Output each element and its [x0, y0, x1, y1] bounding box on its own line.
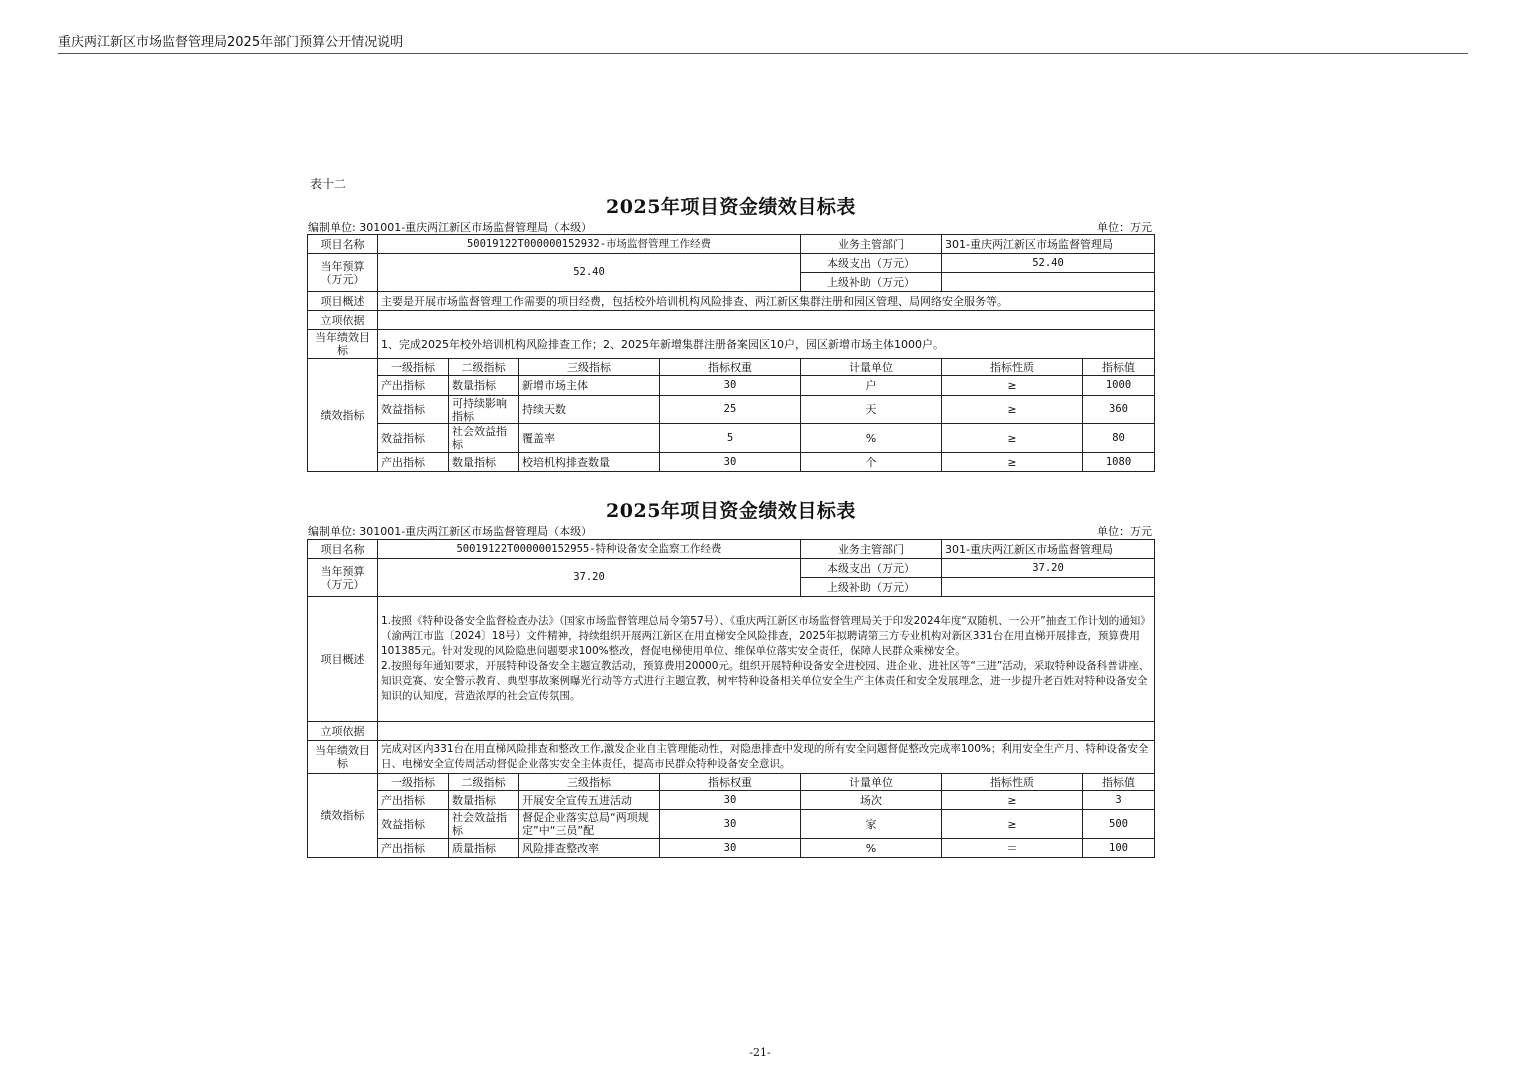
cell-nature: ≥: [942, 376, 1083, 396]
table-row: [308, 396, 1155, 424]
cell-level2: 数量指标: [449, 791, 519, 810]
unit-left: 编制单位: 301001-重庆两江新区市场监督管理局（本级）: [308, 525, 593, 538]
cell-value: 3: [1083, 791, 1155, 810]
table-row: [308, 791, 1155, 810]
header-divider: [58, 53, 1468, 54]
goal-text: 完成对区内331台在用直梯风险排查和整改工作,激发企业自主管理能动性，对隐患排查中发现的所有安全问题督促整改完成率100%；利用安全生产月、特种设备安全日、电梯安全宣传周活动督促企业落实安全主体责任，提高市民群众特种设备安全意识。: [378, 741, 1155, 774]
cell-level3: 持续天数: [519, 396, 660, 424]
cell-nature: ≥: [942, 791, 1083, 810]
self-value: 52.40: [942, 254, 1155, 273]
cell-weight: 30: [660, 810, 801, 839]
table-title: 2025年项目资金绩效目标表: [606, 500, 856, 522]
basis-text: [378, 722, 1155, 741]
col-header: 三级指标: [519, 774, 660, 791]
self-value: 37.20: [942, 559, 1155, 578]
project-name-label: 项目名称: [308, 540, 378, 559]
performance-table: [307, 234, 1155, 472]
dept-label: 业务主管部门: [801, 540, 942, 559]
cell-nature: ≥: [942, 396, 1083, 424]
col-header: 指标权重: [660, 359, 801, 376]
cell-level1: 产出指标: [378, 839, 449, 858]
table-row: [308, 810, 1155, 839]
cell-unit: 家: [801, 810, 942, 839]
budget-label: 当年预算（万元）: [308, 559, 378, 597]
overview-text: [378, 597, 1155, 722]
cell-value: 360: [1083, 396, 1155, 424]
project-name: 50019122T000000152932-市场监督管理工作经费: [378, 235, 801, 254]
cell-unit: 户: [801, 376, 942, 396]
cell-level1: 产出指标: [378, 376, 449, 396]
cell-weight: 30: [660, 791, 801, 810]
indicators-label: 绩效指标: [308, 774, 378, 858]
goal-label: 当年绩效目标: [308, 330, 378, 359]
table-row: [308, 376, 1155, 396]
superior-value: [942, 273, 1155, 292]
document-header: 重庆两江新区市场监督管理局2025年部门预算公开情况说明: [58, 35, 404, 50]
cell-weight: 30: [660, 453, 801, 472]
table-row: [308, 424, 1155, 453]
cell-unit: 个: [801, 453, 942, 472]
cell-level2: 可持续影响指标: [449, 396, 519, 424]
cell-weight: 30: [660, 839, 801, 858]
superior-label: 上级补助（万元）: [801, 578, 942, 597]
cell-level2: 质量指标: [449, 839, 519, 858]
cell-weight: 5: [660, 424, 801, 453]
table-row: [308, 453, 1155, 472]
table-title: 2025年项目资金绩效目标表: [606, 196, 856, 218]
col-header: 指标值: [1083, 359, 1155, 376]
cell-unit: 天: [801, 396, 942, 424]
cell-level1: 产出指标: [378, 791, 449, 810]
cell-level2: 数量指标: [449, 376, 519, 396]
basis-label: 立项依据: [308, 311, 378, 330]
table-tag: 表十二: [310, 177, 347, 191]
unit-right: 单位：万元: [1097, 221, 1152, 234]
cell-nature: ≥: [942, 453, 1083, 472]
col-header: 二级指标: [449, 774, 519, 791]
cell-unit: 场次: [801, 791, 942, 810]
cell-level3: 风险排查整改率: [519, 839, 660, 858]
unit-right: 单位：万元: [1097, 525, 1152, 538]
dept-value: 301-重庆两江新区市场监督管理局: [942, 540, 1155, 559]
overview-text: 主要是开展市场监督管理工作需要的项目经费，包括校外培训机构风险排查、两江新区集群注册和园区管理、局网络安全服务等。: [378, 292, 1155, 311]
cell-level1: 效益指标: [378, 396, 449, 424]
page-number: -21-: [749, 1046, 771, 1059]
overview-paragraph-1: 1.按照《特种设备安全监督检查办法》（国家市场监督管理总局令第57号）、《重庆两江新区市场监督管理局关于印发2024年度“双随机、一公开”抽查工作计划的通知》（渝两江市监〔2024〕18号）文件精神，持续组织开展两江新区在用直梯安全风险排查，2025年拟聘请第三方专业机构对新区331台在用直梯开展排查，预算费用101385元。针对发现的风险隐患问题要求100%整改，督促电梯使用单位、维保单位落实安全责任，保障人民群众乘梯安全。: [381, 615, 1151, 657]
cell-nature: ≥: [942, 424, 1083, 453]
cell-level1: 产出指标: [378, 453, 449, 472]
performance-table: [307, 539, 1155, 858]
col-header: 计量单位: [801, 774, 942, 791]
superior-value: [942, 578, 1155, 597]
budget-value: 52.40: [378, 254, 801, 292]
cell-level2: 数量指标: [449, 453, 519, 472]
cell-level3: 校培机构排查数量: [519, 453, 660, 472]
cell-unit: %: [801, 839, 942, 858]
goal-label: 当年绩效目标: [308, 741, 378, 774]
overview-label: 项目概述: [308, 292, 378, 311]
col-header: 指标性质: [942, 774, 1083, 791]
superior-label: 上级补助（万元）: [801, 273, 942, 292]
basis-text: [378, 311, 1155, 330]
col-header: 二级指标: [449, 359, 519, 376]
col-header: 一级指标: [378, 774, 449, 791]
cell-value: 100: [1083, 839, 1155, 858]
unit-left: 编制单位: 301001-重庆两江新区市场监督管理局（本级）: [308, 221, 593, 234]
cell-level3: 覆盖率: [519, 424, 660, 453]
col-header: 指标权重: [660, 774, 801, 791]
cell-level3: 督促企业落实总局“两项规定”中“三员”配: [519, 810, 660, 839]
cell-value: 80: [1083, 424, 1155, 453]
col-header: 指标值: [1083, 774, 1155, 791]
col-header: 计量单位: [801, 359, 942, 376]
project-name: 50019122T000000152955-特种设备安全监察工作经费: [378, 540, 801, 559]
self-label: 本级支出（万元）: [801, 559, 942, 578]
col-header: 指标性质: [942, 359, 1083, 376]
self-label: 本级支出（万元）: [801, 254, 942, 273]
cell-nature: ＝: [942, 839, 1083, 858]
col-header: 三级指标: [519, 359, 660, 376]
cell-nature: ≥: [942, 810, 1083, 839]
indicators-label: 绩效指标: [308, 359, 378, 472]
cell-value: 1000: [1083, 376, 1155, 396]
cell-level2: 社会效益指标: [449, 424, 519, 453]
project-name-label: 项目名称: [308, 235, 378, 254]
goal-text: 1、完成2025年校外培训机构风险排查工作；2、2025年新增集群注册备案园区10户，园区新增市场主体1000户。: [378, 330, 1155, 359]
budget-value: 37.20: [378, 559, 801, 597]
cell-weight: 30: [660, 376, 801, 396]
col-header: 一级指标: [378, 359, 449, 376]
cell-level3: 新增市场主体: [519, 376, 660, 396]
cell-level3: 开展安全宣传五进活动: [519, 791, 660, 810]
cell-value: 1080: [1083, 453, 1155, 472]
dept-value: 301-重庆两江新区市场监督管理局: [942, 235, 1155, 254]
cell-value: 500: [1083, 810, 1155, 839]
cell-unit: %: [801, 424, 942, 453]
overview-label: 项目概述: [308, 597, 378, 722]
cell-level1: 效益指标: [378, 810, 449, 839]
budget-label: 当年预算（万元）: [308, 254, 378, 292]
cell-weight: 25: [660, 396, 801, 424]
overview-paragraph-2: 2.按照每年通知要求，开展特种设备安全主题宣教活动，预算费用20000元。组织开展特种设备安全进校园、进企业、进社区等“三进”活动，采取特种设备科普讲座、知识竞赛、安全警示教育、典型事故案例曝光行动等方式进行主题宣教，树牢特种设备相关单位安全生产主体责任和安全发展理念，进一步提升老百姓对特种设备安全知识的认知度，营造浓厚的社会宣传氛围。: [381, 660, 1150, 702]
dept-label: 业务主管部门: [801, 235, 942, 254]
cell-level2: 社会效益指标: [449, 810, 519, 839]
cell-level1: 效益指标: [378, 424, 449, 453]
basis-label: 立项依据: [308, 722, 378, 741]
table-row: [308, 839, 1155, 858]
